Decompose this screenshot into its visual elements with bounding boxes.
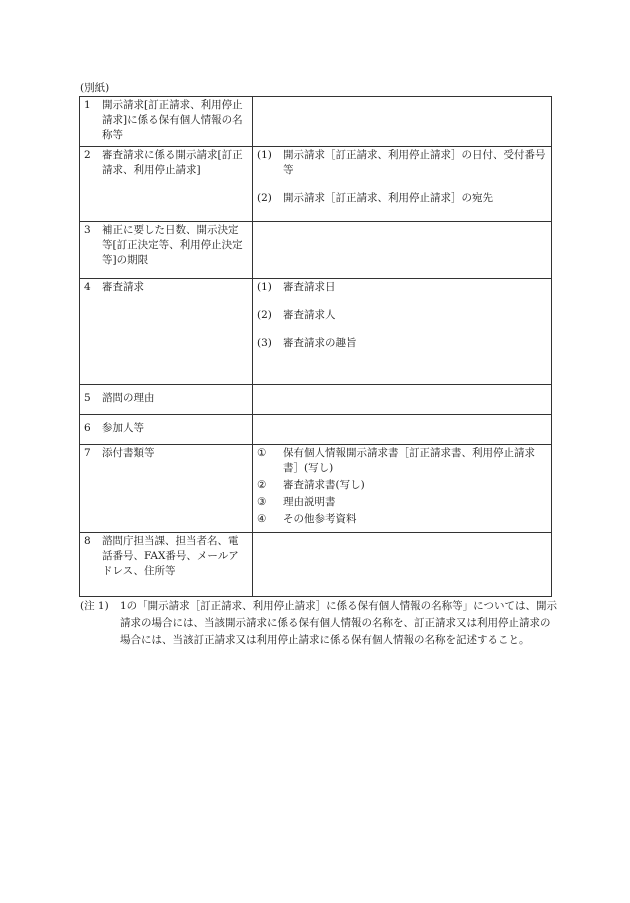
row-number: 7: [84, 447, 91, 459]
row-3-content-cell: [253, 222, 552, 279]
table-row: [80, 533, 552, 597]
table-row: [80, 415, 552, 445]
row-4-content-cell: [253, 279, 552, 385]
row-number: 6: [84, 422, 91, 434]
item-number: (2): [257, 192, 272, 204]
item-number: (3): [257, 337, 272, 349]
row-number: 3: [84, 224, 91, 236]
item-text: 審査請求日: [283, 281, 336, 293]
item-text: 開示請求［訂正請求、利用停止請求］の宛先: [283, 192, 493, 204]
table-row: [80, 385, 552, 415]
row-7-content-cell: [253, 445, 552, 533]
table-row: [80, 222, 552, 279]
row-1-content-cell: [253, 97, 552, 147]
row-6-content-cell: [253, 415, 552, 445]
row-label: 添付書類等: [102, 447, 155, 459]
item-text: 審査請求書(写し): [283, 479, 365, 491]
row-7-label-cell: [80, 445, 253, 533]
item-text: 審査請求人: [283, 309, 336, 321]
row-8-label-cell: [80, 533, 253, 597]
item-number: (1): [257, 149, 272, 161]
item-number: ②: [257, 479, 267, 491]
row-label: 審査請求: [102, 281, 144, 293]
item-number: ①: [257, 447, 267, 459]
list-item: [257, 148, 546, 178]
list-item: [257, 478, 546, 493]
list-item: [257, 512, 546, 527]
row-number: 5: [84, 392, 91, 404]
row-label: 諮問庁担当課、担当者名、電話番号、FAX番号、メールアドレス、住所等: [102, 535, 239, 577]
row-label: 審査請求に係る開示請求[訂正請求、利用停止請求]: [102, 149, 243, 176]
row-5-label-cell: [80, 385, 253, 415]
table-row: [80, 279, 552, 385]
footnote: [80, 598, 560, 649]
row-4-label-cell: [80, 279, 253, 385]
item-text: 保有個人情報開示請求書［訂正請求書、利用停止請求書］(写し): [283, 447, 535, 474]
row-6-label-cell: [80, 415, 253, 445]
row-1-label-cell: [80, 97, 253, 147]
item-number: ③: [257, 496, 267, 508]
row-label: 諮問の理由: [102, 392, 155, 404]
list-item: [257, 191, 546, 206]
row-number: 8: [84, 535, 91, 547]
item-text: 審査請求の趣旨: [283, 337, 357, 349]
row-label: 参加人等: [102, 422, 144, 434]
list-item: [257, 495, 546, 510]
footnote-head: (注 1): [80, 600, 109, 612]
row-number: 4: [84, 281, 91, 293]
row-number: 2: [84, 149, 91, 161]
item-number: ④: [257, 513, 267, 525]
table-row: [80, 445, 552, 533]
row-3-label-cell: [80, 222, 253, 279]
table-row: [80, 97, 552, 147]
row-label: 補正に要した日数、開示決定等[訂正決定等、利用停止決定等]の期限: [102, 224, 243, 266]
row-number: 1: [84, 99, 91, 111]
item-number: (1): [257, 281, 272, 293]
item-text: 開示請求［訂正請求、利用停止請求］の日付、受付番号等: [283, 149, 546, 176]
list-item: [257, 446, 546, 476]
list-item: [257, 336, 546, 351]
item-number: (2): [257, 309, 272, 321]
list-item: [257, 308, 546, 323]
row-label: 開示請求[訂正請求、利用停止請求]に係る保有個人情報の名称等: [102, 99, 243, 141]
table-row: [80, 147, 552, 222]
row-8-content-cell: [253, 533, 552, 597]
consultation-form-table: [79, 96, 552, 597]
row-2-content-cell: [253, 147, 552, 222]
item-text: 理由説明書: [283, 496, 336, 508]
list-item: [257, 280, 546, 295]
item-text: その他参考資料: [283, 513, 357, 525]
row-5-content-cell: [253, 385, 552, 415]
annex-label: (別紙): [80, 82, 110, 94]
footnote-text: 1の「開示請求［訂正請求、利用停止請求］に係る保有個人情報の名称等」については、開示請求の場合には、当該開示請求に係る保有個人情報の名称を、訂正請求又は利用停止請求の場合には、当該訂正請求又は利用停止請求に係る保有個人情報の名称を記述すること。: [120, 600, 557, 646]
row-2-label-cell: [80, 147, 253, 222]
